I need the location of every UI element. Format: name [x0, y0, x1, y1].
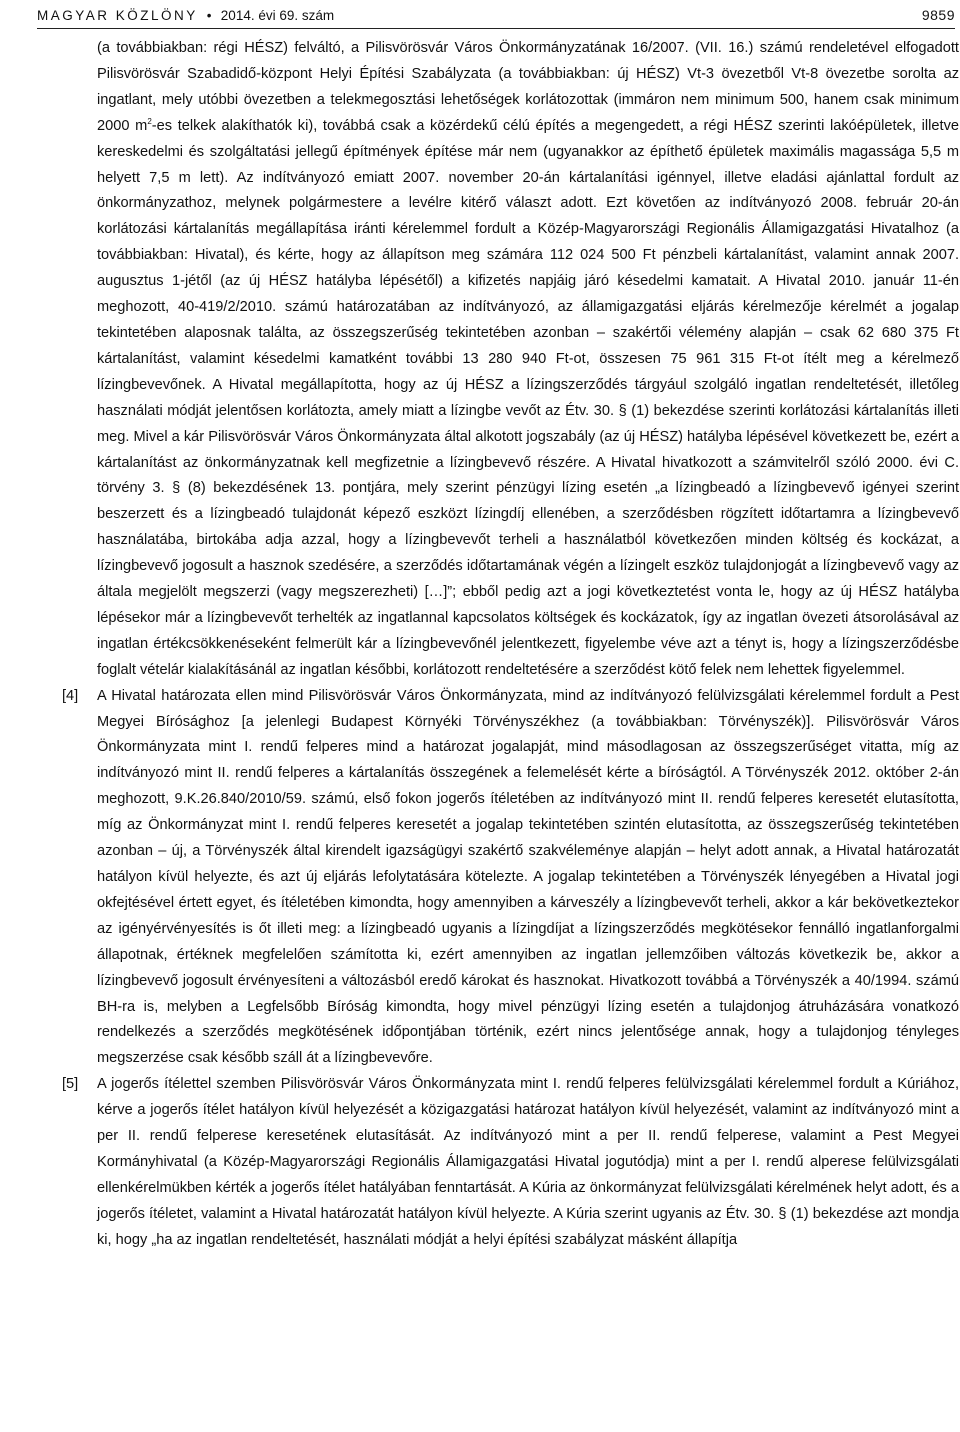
paragraph-number: [5] — [62, 1076, 79, 1093]
paragraph-continuation — [62, 36, 959, 684]
journal-header — [37, 8, 334, 23]
paragraph-5 — [62, 1072, 959, 1253]
issue-label: 2014. évi 69. szám — [220, 7, 335, 23]
paragraph-number: [4] — [62, 687, 79, 704]
journal-title: MAGYAR KÖZLÖNY — [37, 7, 198, 23]
header-divider — [37, 28, 955, 29]
paragraph-text-part-1: (a továbbiakban: régi HÉSZ) felváltó, a Pilisvörösvár Város Önkormányzatának 16/2007. (VII. 16.) számú rendeletével elfogadott Pilisvörösvár Szabadidő-központ Helyi Építési Szabályzata (a továbbiakban: új HÉSZ) Vt-3 övezetből Vt-8 övezetbe sorolta az ingatlant, mely utóbbi övezetben a telekmegosztási lehetőségek korlátozottak (immáron nem minimum 500, hanem csak minimum 2000 m — [97, 40, 959, 134]
superscript-2: 2 — [147, 116, 152, 126]
paragraph-4 — [62, 684, 959, 1073]
page-number: 9859 — [921, 7, 955, 23]
paragraph-text-part-2: -es telkek alakíthatók ki), továbbá csak a közérdekű célú építés a megengedett, a régi HÉSZ szerinti lakóépületek, illetve kereskedelmi és szolgáltatási jellegű építmények építése már nem (ugyanakkor az építhető épületek maximális magassága 5,5 m helyett 7,5 m lett). Az indítványozó emiatt 2007. november 20-án kártalanítási igénnyel, illetve eladási ajánlattal fordult az önkormányzathoz, melynek polgármestere a levélre kitérő választ adott. Ezt követően az indítványozó 2008. február 20-án korlátozási kártalanítás megállapítása iránti kérelemmel fordult a Közép-Magyarországi Regionális Államigazgatási Hivatalhoz (a továbbiakban: Hivatal), és kérte, hogy az állapítson meg számára 112 024 500 Ft pénzbeli kártalanítást, valamint annak 2007. augusztus 1-jétől (az új HÉSZ hatályba lépésétől) a kifizetés napjáig járó késedelmi kamatait. A Hivatal 2010. január 11-én meghozott, 40-419/2/2010. számú határozatában az indítványozó, az államigazgatási eljárás kérelmezője kérelmét a jogalap tekintetében alaposnak találta, az összegszerűség tekintetében azonban – szakértői vélemény alapján – csak 62 680 375 Ft kártalanítást, valamint késedelmi kamatként további 13 280 940 Ft-ot, összesen 75 961 315 Ft-ot ítélt meg a kérelmező lízingbevevőnek. A Hivatal megállapította, hogy az új HÉSZ a lízingszerződés tárgyául szolgáló ingatlan rendeltetését, illetőleg használati módját jelentősen korlátozta, amely miatt a lízingbe vevőt az Étv. 30. § (1) bekezdése szerinti korlátozási kártalanítás illeti meg. Mivel a kár Pilisvörösvár Város Önkormányzata által alkotott jogszabály (az új HÉSZ) hatályba lépésével következett be, ezért a kártalanítást az önkormányzatnak kell megfizetnie a lízingbevevő részére. A Hivatal hivatkozott a számvitelről szóló 2000. évi C. törvény 3. § (8) bekezdésének 13. pontjára, mely szerint pénzügyi lízing esetén „a lízingbeadó a lízingbevevő igényei szerint beszerzett és a lízingbeadó tulajdonát képező eszközt lízingdíj ellenében, a szerződésben rögzített időtartamra a lízingbevevő használatába, birtokába adja azzal, hogy a lízingbevevőt terheli a használatból következően minden költség és kockázat, a lízingbevevő jogosult a hasznok szedésére, a szerződés időtartamának végén a lízingelt eszköz tulajdonjogát a lízingbevevő vagy az általa megjelölt megszerzi (vagy megszerezheti) […]”; ebből pedig azt a jogi következtetést vonta le, hogy az új HÉSZ hatályba lépésekor már a lízingbevevőt terhelték az ingatlannal kapcsolatos költségek és kockázatok, így az ingatlan övezeti átsorolásával az ingatlan értékcsökkenéseként felmerült kár a lízingbevevőnél jelentkezett, figyelembe véve azt a tényt is, hogy a lízingszerződésbe foglalt vételár kialakításánál az ingatlan későbbi, korlátozott rendeltetésére a szerződést kötő felek nem lehettek figyelemmel. — [97, 117, 959, 678]
document-body — [62, 36, 959, 1254]
paragraph-text — [97, 40, 959, 678]
header-bullet: • — [206, 7, 212, 23]
paragraph-text: A Hivatal határozata ellen mind Pilisvörösvár Város Önkormányzata, mind az indítványozó felülvizsgálati kérelemmel fordult a Pest Megyei Bírósághoz [a jelenlegi Budapest Környéki Törvényszékhez (a továbbiakban: Törvényszék)]. Pilisvörösvár Város Önkormányzata mint I. rendű felperes mind a határozat jogalapját, mind másodlagosan az összegszerűséget vitatta, míg az indítványozó mint II. rendű felperes a kártalanítás összegének a felemelését kérte a bíróságtól. A Törvényszék 2012. október 2-án meghozott, 9.K.26.840/2010/59. számú, első fokon jogerős ítéletében az indítványozó mint II. rendű felperes keresetét elutasította, míg az Önkormányzat mint I. rendű felperes keresetét a jogalap tekintetében szintén elutasította, az összegszerűség tekintetében azonban – új, a Törvényszék által kirendelt igazságügyi szakértő szakvéleménye alapján – helyt adott annak, a Hivatal határozatát hatályon kívül helyezte, és azt új eljárás lefolytatására kötelezte. A jogalap tekintetében a Törvényszék lényegében a Hivatal jogi okfejtésével értett egyet, és ítéletében kimondta, hogy amennyiben a kárveszély a lízingbevevőt terheli, akkor a kár bekövetkeztekor az igényérvényesítés is őt illeti meg: a lízingbeadó ugyanis a lízingdíjat a lízingszerződés megkötésekor fennálló ingatlanforgalmi állapotnak, értéknek megfelelően számította ki, ezért amennyiben az ingatlan jellemzőiben változás következik be, akkor a lízingbevevő jogosult érvényesíteni a változásból eredő károkat és hasznokat. Hivatkozott továbbá a Törvényszék a 40/1994. számú BH-ra is, melyben a Legfelsőbb Bíróság kimondta, hogy mivel pénzügyi lízing esetén a tulajdonjog átruházására vonatkozó rendelkezés a szerződés megkötésének időpontjában történik, ezért nincs jelentősége annak, hogy a tulajdonjog tényleges megszerzése csak később száll át a lízingbevevőre. — [97, 687, 959, 1067]
paragraph-text: A jogerős ítélettel szemben Pilisvörösvár Város Önkormányzata mint I. rendű felperes felülvizsgálati kérelemmel fordult a Kúriához, kérve a jogerős ítélet hatályon kívül helyezését a közigazgatási határozat hatályon kívül helyezését, valamint az indítványozó mint a per II. rendű felperese keresetének elutasítását. Az indítványozó mint a per II. rendű felperese, valamint a Pest Megyei Kormányhivatal (a Közép-Magyarországi Regionális Államigazgatási Hivatal jogutódja) mint a per I. rendű alperese felülvizsgálati ellenkérelmükben kérték a jogerős ítélet hatályában fenntartását. A Kúria az önkormányzat felülvizsgálati kérelmének helyt adott, és a jogerős ítéletet, valamint a Hivatal határozatát hatályon kívül helyezte. A Kúria szerint ugyanis az Étv. 30. § (1) bekezdése azt mondja ki, hogy „ha az ingatlan rendeltetését, használati módját a helyi építési szabályzat másként állapítja — [97, 1076, 959, 1248]
page-header — [37, 4, 955, 26]
